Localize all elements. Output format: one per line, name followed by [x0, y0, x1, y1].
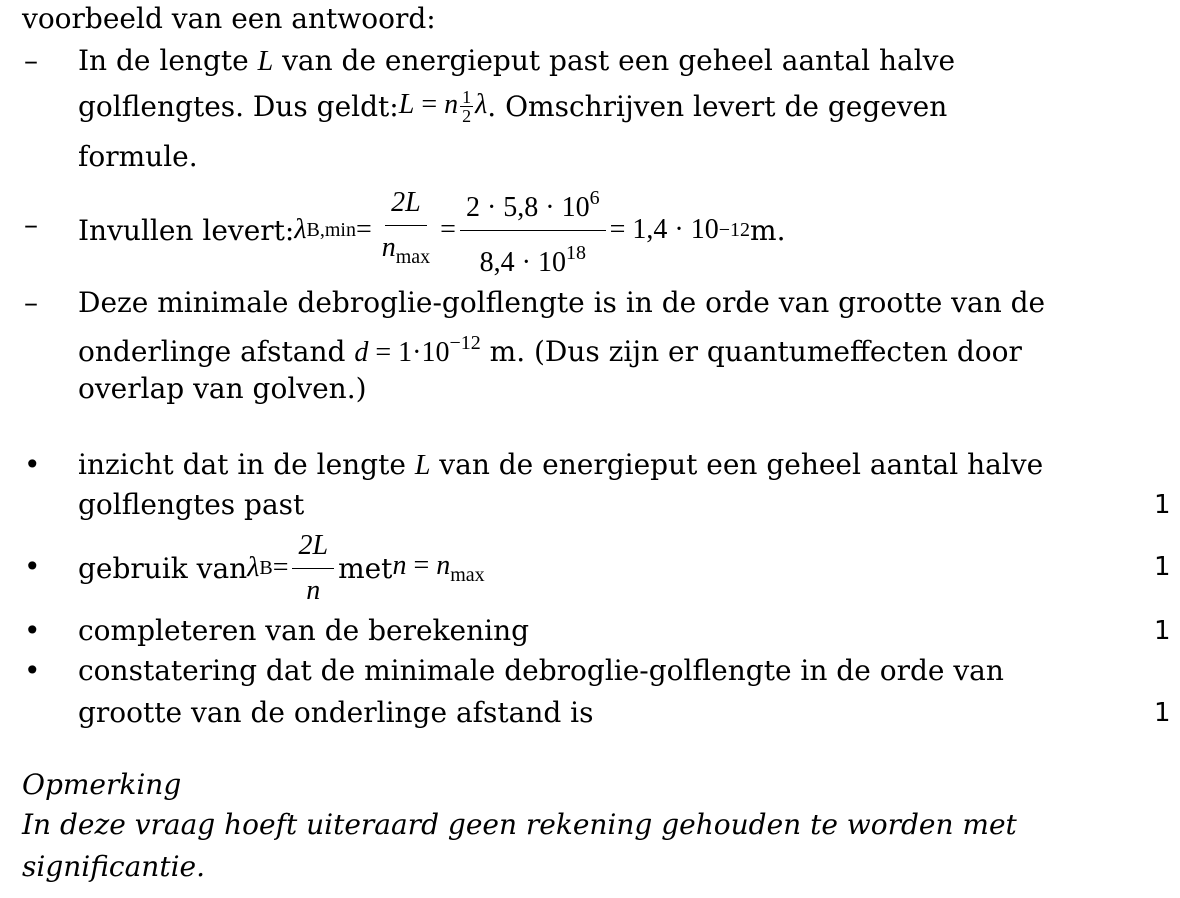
- answer-item-1-line-2: golflengtes. Dus geldt: L = n $\frac{1}{2}$ λ . Omschrijven levert de gegeven: [78, 86, 948, 126]
- score-value: 1: [1154, 552, 1171, 582]
- intro-heading: voorbeeld van een antwoord:: [22, 2, 436, 35]
- formula-wavelength: L = n $\frac{1}{2}$ λ: [398, 86, 488, 126]
- fraction-2L-nmax: $\frac{2L}{n_{max}}$: [376, 183, 436, 277]
- dash-marker: –: [24, 208, 38, 241]
- answer-item-3-line-2: onderlinge afstand $d = 1\cdot 10^{-12}$ m. (Dus zijn er quantumeffecten door: [78, 332, 1022, 368]
- answer-item-2-calculation: Invullen levert: λ B,min = $\frac{2L}{n_{max}}$ = $\frac{2 \cdot 5,8 \cdot 10^6}{8,4 \cdot 10^{18}}$ = 1,4 · 10 −12 m.: [78, 180, 785, 280]
- formula-distance: $d = 1\cdot 10^{-12}$: [354, 332, 481, 368]
- bullet-marker: •: [24, 550, 41, 583]
- score-value: 1: [1154, 616, 1171, 646]
- remark-line-2: significantie.: [22, 850, 205, 883]
- score-value: 1: [1154, 490, 1171, 520]
- score-value: 1: [1154, 698, 1171, 728]
- answer-item-1-line-3: formule.: [78, 140, 198, 173]
- fraction-numeric: $\frac{2 \cdot 5,8 \cdot 10^6}{8,4 \cdot 10^{18}}$: [460, 178, 606, 283]
- scoring-item-4-line-1: constatering dat de minimale debroglie-golflengte in de orde van: [78, 654, 1004, 687]
- half-fraction: $\frac{1}{2}$: [462, 86, 472, 126]
- formula-n-nmax: $n = n_{max}$: [392, 549, 485, 586]
- dash-marker: –: [24, 286, 38, 319]
- bullet-marker: •: [24, 448, 41, 481]
- scoring-item-1-line-1: inzicht dat in de lengte L van de energieput een geheel aantal halve: [78, 448, 1044, 481]
- bullet-marker: •: [24, 614, 41, 647]
- answer-item-3-line-3: overlap van golven.): [78, 372, 367, 405]
- symbol-L: L: [257, 46, 274, 77]
- scoring-item-3: completeren van de berekening: [78, 614, 530, 647]
- scoring-item-2: gebruik van λ B = $\frac{2L}{n}$ met $n = n_{max}$: [78, 526, 485, 610]
- scoring-item-1-line-2: golflengtes past: [78, 488, 305, 521]
- bullet-marker: •: [24, 654, 41, 687]
- remark-title: Opmerking: [22, 768, 182, 801]
- answer-item-1-line-1: In de lengte L van de energieput past een geheel aantal halve: [78, 44, 956, 77]
- fraction-2L-n: $\frac{2L}{n}$: [292, 526, 334, 611]
- remark-line-1: In deze vraag hoeft uiteraard geen rekening gehouden te worden met: [22, 808, 1017, 841]
- formula-lambda-B: λ B = $\frac{2L}{n}$: [247, 526, 338, 611]
- dash-marker: –: [24, 44, 38, 77]
- answer-item-3-line-1: Deze minimale debroglie-golflengte is in de orde van grootte van de: [78, 286, 1046, 319]
- scoring-item-4-line-2: grootte van de onderlinge afstand is: [78, 696, 594, 729]
- formula-lambda-min: λ B,min = $\frac{2L}{n_{max}}$ = $\frac{2 \cdot 5,8 \cdot 10^6}{8,4 \cdot 10^{18}}$ = 1,4 · 10 −12: [294, 178, 750, 283]
